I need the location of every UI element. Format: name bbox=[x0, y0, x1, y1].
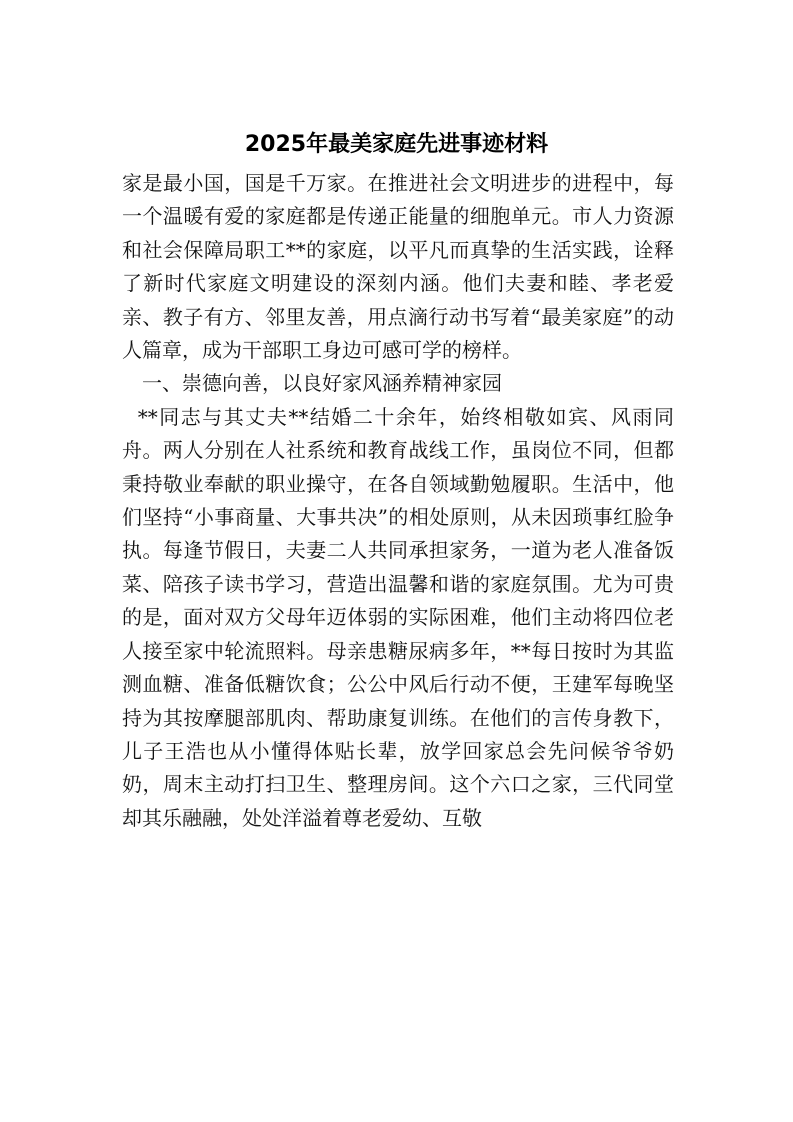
paragraph-text: **同志与其丈夫**结婚二十余年，始终相敬如宾、风雨同舟。两人分别在人社系统和教育战线工作，虽岗位不同，但都秉持敬业奉献的职业操守，在各自领域勤勉履职。生活中，他们坚持“小事商量、大事共决”的相处原则，从未因琐事红脸争执。每逢节假日，夫妻二人共同承担家务，一道为老人准备饭菜、陪孩子读书学习，营造出温馨和谐的家庭氛围。尤为可贵的是，面对双方父母年迈体弱的实际困难，他们主动将四位老人接至家中轮流照料。母亲患糖尿病多年，**每日按时为其监测血糖、准备低糖饮食；公公中风后行动不便，王建军每晚坚持为其按摩腿部肌肉、帮助康复训练。在他们的言传身教下，儿子王浩也从小懂得体贴长辈，放学回家总会先问候爷爷奶奶，周末主动打扫卫生、整理房间。这个六口之家，三代同堂却其乐融融，处处洋溢着尊老爱幼、互敬 bbox=[122, 404, 675, 830]
document-title: 2025年最美家庭先进事迹材料 bbox=[244, 132, 549, 157]
document-body bbox=[122, 167, 674, 835]
paragraph-indent bbox=[122, 405, 138, 429]
body-paragraph bbox=[122, 401, 674, 835]
section-heading bbox=[122, 367, 674, 400]
section-heading-text: 一、崇德向善，以良好家风涵养精神家园 bbox=[142, 371, 502, 396]
paragraph-indent bbox=[122, 371, 142, 395]
intro-paragraph bbox=[122, 167, 674, 367]
paragraph-text: 家是最小国，国是千万家。在推进社会文明进步的进程中，每一个温暖有爱的家庭都是传递正能量的细胞单元。市人力资源和社会保障局职工**的家庭，以平凡而真挚的生活实践，诠释了新时代家庭文明建设的深刻内涵。他们夫妻和睦、孝老爱亲、教子有方、邻里友善，用点滴行动书写着“最美家庭”的动人篇章，成为干部职工身边可感可学的榜样。 bbox=[122, 171, 674, 363]
